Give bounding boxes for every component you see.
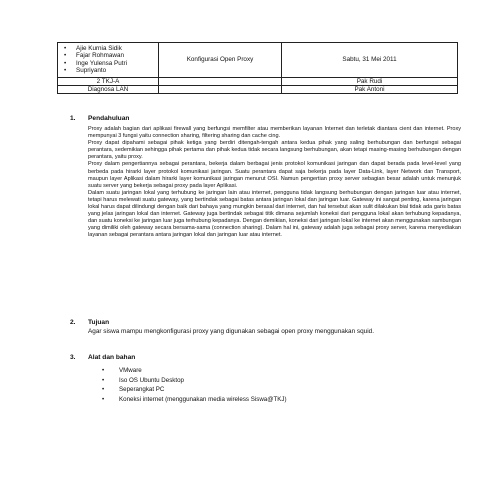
section-title: Pendahuluan (88, 115, 130, 122)
section-title: Alat dan bahan (88, 354, 136, 361)
document-title: Konfigurasi Open Proxy (159, 43, 282, 78)
tools-list (102, 366, 287, 404)
teacher-name-2: Pak Antoni (282, 86, 458, 94)
section-heading-pendahuluan (70, 115, 129, 122)
list-item: • Iso OS Ubuntu Desktop (102, 376, 287, 386)
header-row-class (58, 77, 458, 85)
teacher-name-1: Pak Rudi (282, 77, 458, 85)
empty-cell (159, 86, 282, 94)
subject-name: Diagnosa LAN (58, 86, 159, 94)
paragraph: Proxy adalah bagian dari aplikasi firewall yang berfungsi memfilter atau memberikan layanan Internet dan terletak diantara cient dan internet. Proxy mempunyai 3 fungsi yaitu connection sharing, filtering sharing dan cache cing. (88, 126, 461, 140)
paragraph: Dalam suatu jaringan lokal yang terhubung ke jaringan lain atau internet, pengguna tidak langsung berhubungan dengan jaringan luar atau internet, tetapi harus melewati suatu gateway, yang bertindak sebagai batas antara jaringan lokal dan jaringan luar. Gateway ini sangat penting, karena jaringan lokal harus dapat dilindungi dengan baik dari bahaya yang mungkin berasal dari internet, dan hal tersebut akan sulit dilakukan bial tidak ada garis batas yang jelas jaringan lokal dan internet. Gateway juga bertindak sebagai titik dimana sejumlah koneksi dari pengguna lokal akan terhubung kepadanya, dan suatu koneksi ke jaringan luar juga terhubung kepadanya. Dengan demikian, koneksi dari jaringan lokal ke internet akan menggunakan sambungan yang dimiliki oleh gateway secara bersama-sama (connection sharing). Dalam hal ini, gateway adalah juga sebagai proxy server, karena menyediakan layanan sebagai perantara antara jaringan lokal dan jaringan luar atau internet. (88, 189, 461, 239)
section-heading-tujuan (70, 319, 109, 326)
section-heading-alat (70, 354, 135, 361)
section-title: Tujuan (88, 319, 110, 326)
section-number: 1. (70, 115, 76, 122)
class-name: 2 TKJ-A (58, 77, 159, 85)
paragraph: Proxy dapat dipahami sebagai pihak ketiga yang berdiri ditengah-tengah antara kedua pihak yang saling berhubungan dan berfungsi sebagai perantara, sedemikian sehingga pihak pertama dan pihak kedua tidak secara langsung berhubungan, akan tetapi masing-masing berhubungan dengan perantara, yaitu proxy. (88, 140, 461, 161)
student-name: • Supriyanto (64, 67, 156, 74)
header-row-top (58, 43, 458, 78)
student-name: • Inge Yulensa Putri (64, 60, 156, 67)
student-name: • Ajie Kurnia Sidik (64, 45, 156, 52)
list-item: • VMware (102, 366, 287, 376)
paragraph: Proxy dalam pengertiannya sebagai perantara, bekerja dalam berbagai jenis protokol komunikasi jaringan dan dapat berada pada level-level yang berbeda pada hirarki layer protokol komunikasi jaringan. Suatu perantara dapat saja bekerja pada layer Data-Link, layer Network dan Transport, maupun layer Aplikasi dalam hirarki layer komunikasi jaringan menurut OSI. Namun pengertian proxy server sebagian besar adalah untuk menunjuk suatu server yang bekerja sebagai proxy pada layer Aplikasi. (88, 161, 461, 189)
section-number: 2. (70, 319, 76, 326)
empty-cell (159, 77, 282, 85)
student-names-list (60, 43, 156, 77)
document-date: Sabtu, 31 Mei 2011 (282, 43, 458, 78)
pendahuluan-body (88, 126, 461, 240)
student-name: • Fajar Rohmawan (64, 52, 156, 59)
list-item: • Seperangkat PC (102, 385, 287, 395)
section-number: 3. (70, 354, 76, 361)
names-cell (58, 43, 159, 78)
tujuan-text: Agar siswa mampu mengkonfigurasi proxy yang digunakan sebagai open proxy menggunakan squid. (88, 328, 374, 335)
header-row-subject (58, 86, 458, 94)
header-table (57, 42, 458, 94)
list-item: • Koneksi internet (menggunakan media wireless Siswa@TKJ) (102, 395, 287, 405)
